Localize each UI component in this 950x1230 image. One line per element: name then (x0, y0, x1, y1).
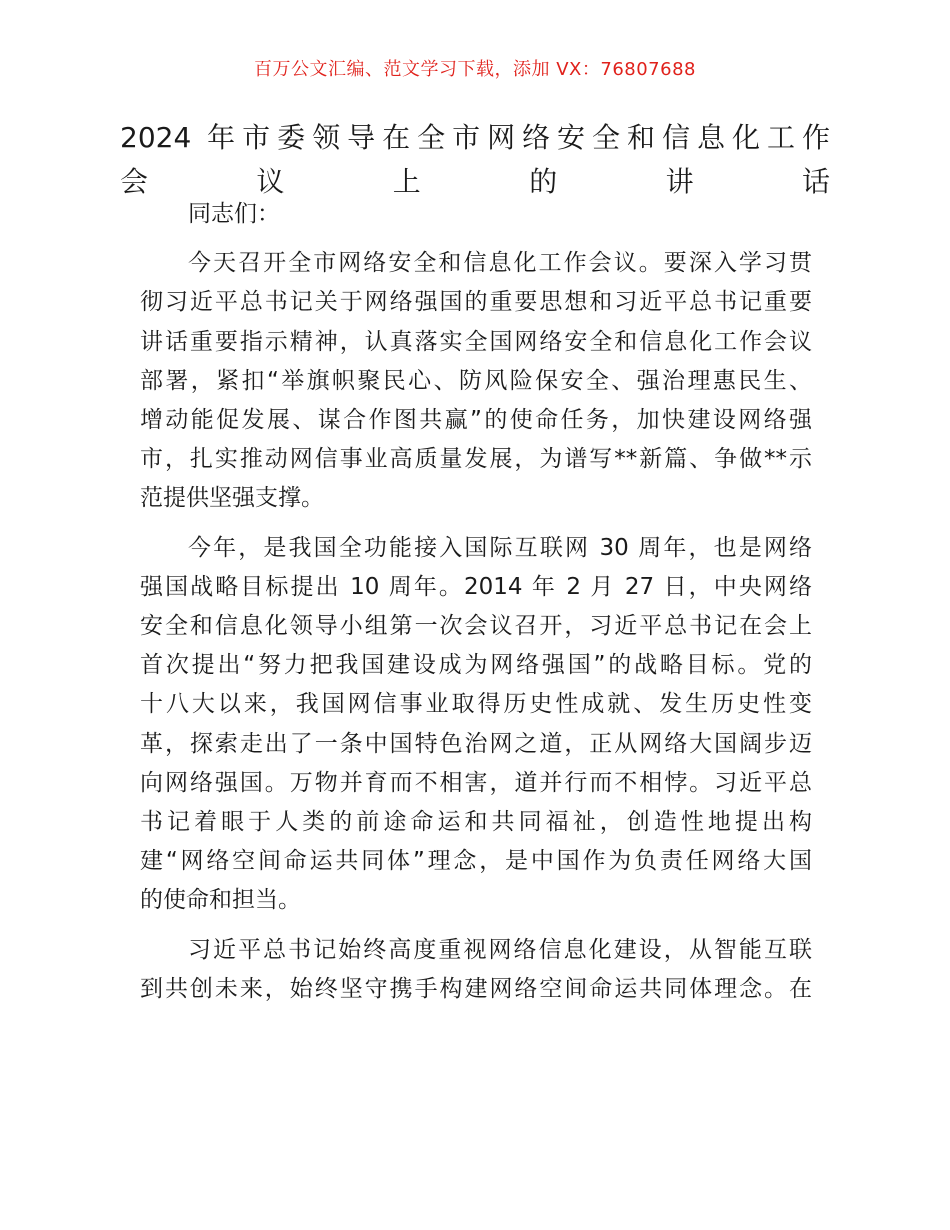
paragraph-line: 今天召开全市网络安全和信息化工作会议。要深入学习贯 (188, 250, 812, 277)
paragraph-line: 彻习近平总书记关于网络强国的重要思想和习近平总书记重要 (140, 289, 812, 316)
paragraph-line: 今年，是我国全功能接入国际互联网 30 周年，也是网络 (188, 534, 812, 561)
document-title (120, 116, 830, 204)
title-line: 2024 年市委领导在全市网络安全和信息化工作 (120, 121, 830, 154)
paragraph-3 (140, 931, 812, 1009)
salutation-text: 同志们： (188, 201, 280, 227)
paragraph-line: 市，扎实推动网信事业高质量发展，为谱写**新篇、争做**示 (140, 446, 812, 473)
header-watermark-note: 百万公文汇编、范文学习下载，添加 VX：76807688 (254, 59, 696, 80)
paragraph-line: 向网络强国。万物并育而不相害，道并行而不相悖。习近平总 (140, 769, 812, 796)
paragraph-line: 强国战略目标提出 10 周年。2014 年 2 月 27 日，中央网络 (140, 573, 812, 600)
salutation (140, 195, 812, 234)
paragraph-line: 范提供坚强支撑。 (140, 485, 324, 512)
paragraph-line: 讲话重要指示精神，认真落实全国网络安全和信息化工作会议 (140, 328, 812, 355)
paragraph-line: 安全和信息化领导小组第一次会议召开，习近平总书记在会上 (140, 613, 812, 640)
paragraph-line: 部署，紧扣“举旗帜聚民心、防风险保安全、强治理惠民生、 (140, 367, 812, 394)
paragraph-2 (140, 529, 812, 921)
paragraph-line: 增动能促发展、谋合作图共赢”的使命任务，加快建设网络强 (140, 407, 812, 434)
paragraph-1 (140, 244, 812, 518)
paragraph-line: 的使命和担当。 (140, 887, 301, 914)
title-line: 会议上的讲话 (120, 165, 830, 198)
paragraph-line: 到共创未来，始终坚守携手构建网络空间命运共同体理念。在 (140, 975, 812, 1002)
paragraph-line: 首次提出“努力把我国建设成为网络强国”的战略目标。党的 (140, 652, 812, 679)
paragraph-line: 十八大以来，我国网信事业取得历史性成就、发生历史性变 (140, 691, 812, 718)
paragraph-line: 习近平总书记始终高度重视网络信息化建设，从智能互联 (188, 936, 812, 963)
document-body (140, 195, 812, 1009)
paragraph-line: 革，探索走出了一条中国特色治网之道，正从网络大国阔步迈 (140, 730, 812, 757)
paragraph-line: 书记着眼于人类的前途命运和共同福祉，创造性地提出构 (140, 809, 812, 836)
paragraph-line: 建“网络空间命运共同体”理念，是中国作为负责任网络大国 (140, 848, 812, 875)
